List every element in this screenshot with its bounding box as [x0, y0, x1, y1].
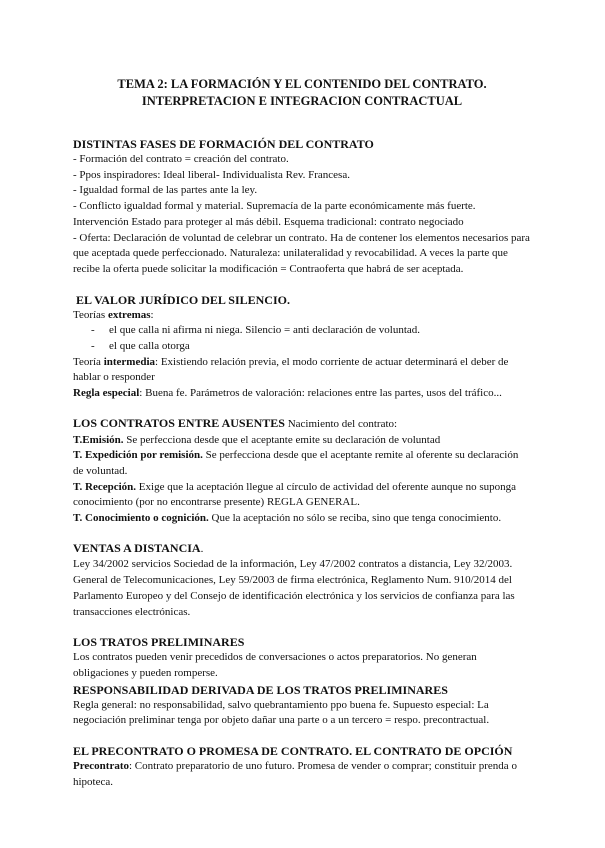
section-precontrato: [73, 743, 531, 790]
paragraph: Ley 34/2002 servicios Sociedad de la información, Ley 47/2002 contratos a distancia, Ley 32/2003. General de Telecomunicaciones, Ley 59/2003 de firma electrónica, Reglamento Num. 910/2014 del Parlamento Europeo y del Consejo de identificación electrónica y los servicios de confianza para las transacciones electrónicas.: [73, 558, 515, 618]
section-heading: RESPONSABILIDAD DERIVADA DE LOS TRATOS PRELIMINARES: [73, 682, 448, 697]
section-heading: DISTINTAS FASES DE FORMACIÓN DEL CONTRATO: [73, 137, 374, 151]
section-heading: EL VALOR JURÍDICO DEL SILENCIO.: [73, 292, 290, 307]
bullet-item: - el que calla otorga: [91, 340, 190, 353]
section-ventas-distancia: [73, 541, 531, 621]
bullet-item: - el que calla ni afirma ni niega. Silencio = anti declaración de voluntad.: [91, 324, 421, 337]
section-contratos-ausentes: [73, 416, 531, 527]
paragraph: - Ppos inspiradores: Ideal liberal- Individualista Rev. Francesa.: [73, 168, 350, 181]
document-title-line-2: INTERPRETACION E INTEGRACION CONTRACTUAL: [141, 94, 463, 108]
section-fases-formacion: [73, 136, 531, 278]
paragraph: Teoría intermedia: Existiendo relación previa, el modo corriente de actuar determinará el deber de hablar o responder: [73, 355, 509, 384]
paragraph: Regla general: no responsabilidad, salvo quebrantamiento ppo buena fe. Supuesto especial: La negociación preliminar tenga por objeto dañar una parte o a un tercero = respo. precontractual.: [73, 698, 490, 727]
paragraph: T. Expedición por remisión. Se perfecciona desde que el aceptante remite al oferente su declaración de voluntad.: [73, 449, 519, 477]
paragraph: T. Conocimiento o cognición. Que la aceptación no sólo se reciba, sino que tenga conocimiento.: [73, 512, 502, 525]
paragraph: T.Emisión. Se perfecciona desde que el aceptante emite su declaración de voluntad: [73, 433, 441, 446]
paragraph: - Oferta: Declaración de voluntad de celebrar un contrato. Ha de contener los elementos necesarios para que aceptada quede perfeccionado. Naturaleza: unilateralidad y revocabilidad. A veces la parte que recibe la oferta puede solicitar la modificación = Contraoferta que habrá de ser aceptada.: [73, 231, 530, 275]
paragraph: - Igualdad formal de las partes ante la ley.: [73, 184, 258, 197]
paragraph: Precontrato: Contrato preparatorio de uno futuro. Promesa de vender o comprar; constituir prenda o hipoteca.: [73, 760, 517, 788]
section-heading: VENTAS A DISTANCIA.: [73, 540, 204, 555]
paragraph: T. Recepción. Exige que la aceptación llegue al círculo de actividad del oferente aunque no suponga conocimiento (por no encontrarse presente) REGLA GENERAL.: [73, 480, 516, 509]
section-valor-silencio: [73, 292, 531, 402]
document-title-line-1: TEMA 2: LA FORMACIÓN Y EL CONTENIDO DEL CONTRATO.: [117, 77, 487, 91]
paragraph: Regla especial: Buena fe. Parámetros de valoración: relaciones entre las partes, usos del tráfico...: [73, 387, 502, 400]
section-heading: LOS CONTRATOS ENTRE AUSENTES Nacimiento del contrato:: [73, 415, 398, 430]
paragraph: Teorías extremas:: [73, 308, 154, 321]
paragraph: Los contratos pueden venir precedidos de conversaciones o actos preparatorios. No generan obligaciones y pueden romperse.: [73, 651, 477, 679]
section-heading: LOS TRATOS PRELIMINARES: [73, 635, 245, 650]
section-heading: EL PRECONTRATO O PROMESA DE CONTRATO. EL CONTRATO DE OPCIÓN: [73, 744, 513, 759]
section-tratos-preliminares: [73, 634, 531, 729]
paragraph: Intervención Estado para proteger al más débil. Esquema tradicional: contrato negociado: [73, 215, 464, 228]
paragraph: - Formación del contrato = creación del contrato.: [73, 153, 289, 165]
paragraph: - Conflicto igualdad formal y material. Supremacía de la parte económicamente más fuerte.: [73, 200, 476, 213]
